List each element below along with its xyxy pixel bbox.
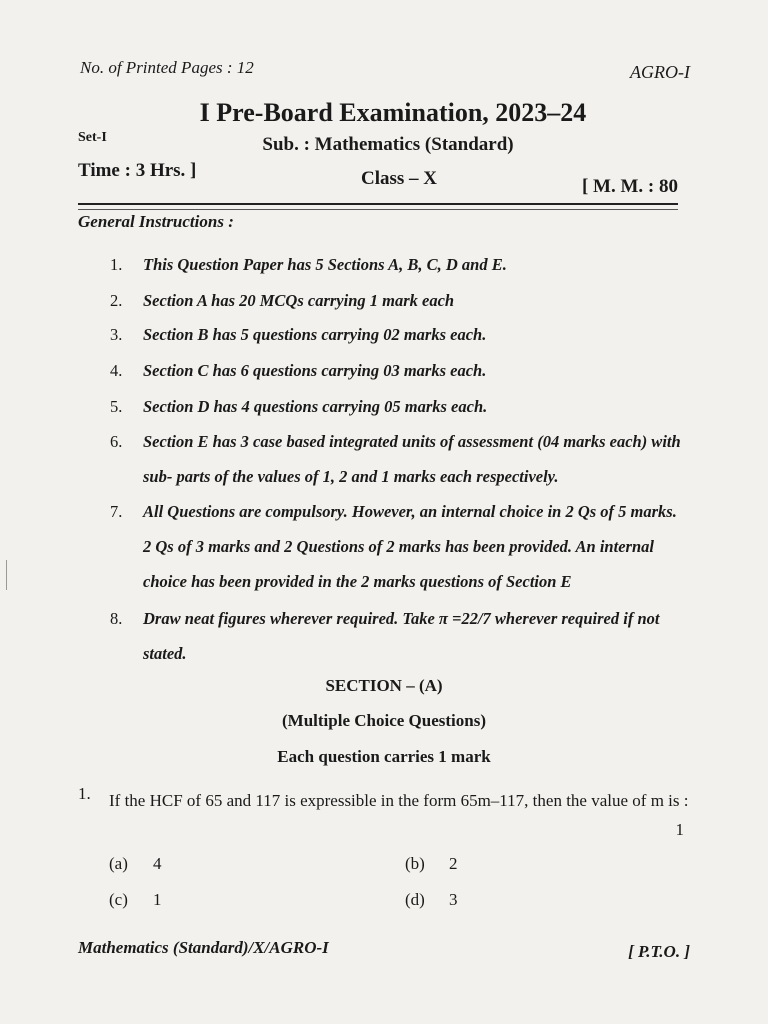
question-text: If the HCF of 65 and 117 is expressible in the form 65m–117, then the value of m is : xyxy=(109,791,689,810)
section-subtitle: (Multiple Choice Questions) xyxy=(282,711,486,730)
option-value: 2 xyxy=(449,854,458,873)
subject-line: Sub. : Mathematics (Standard) xyxy=(262,134,514,155)
exam-title: I Pre-Board Examination, 2023–24 xyxy=(199,98,587,127)
option-label: (b) xyxy=(405,854,425,873)
footer-pto: [ P.T.O. ] xyxy=(628,942,690,961)
option-a xyxy=(109,854,162,874)
instruction-number: 7. xyxy=(110,502,123,521)
instruction-number: 3. xyxy=(110,325,123,344)
instruction-number: 1. xyxy=(110,255,123,274)
max-marks: [ M. M. : 80 xyxy=(581,176,678,197)
option-label: (d) xyxy=(405,890,425,909)
instruction-text: Draw neat figures wherever required. Take π =22/7 wherever required if not stated. xyxy=(143,609,660,663)
printed-pages: No. of Printed Pages : 12 xyxy=(80,58,254,77)
option-value: 3 xyxy=(449,890,458,909)
option-d xyxy=(405,890,458,910)
section-title: SECTION – (A) xyxy=(325,676,443,695)
instructions-heading: General Instructions : xyxy=(78,212,234,231)
class-label: Class – X xyxy=(360,168,437,189)
option-b xyxy=(405,854,458,874)
option-label: (c) xyxy=(109,890,128,909)
instruction-text: Section E has 3 case based integrated units of assessment (04 marks each) with sub- parts of the values of 1, 2 and 1 marks each respectively. xyxy=(143,432,681,486)
option-value: 1 xyxy=(153,890,162,909)
instruction-number: 6. xyxy=(110,432,123,451)
header-rule-thin xyxy=(78,209,678,210)
instruction-text: Section D has 4 questions carrying 05 marks each. xyxy=(143,397,488,416)
instruction-text: Section C has 6 questions carrying 03 marks each. xyxy=(143,361,487,380)
question-number: 1. xyxy=(78,784,91,803)
instruction-number: 2. xyxy=(110,291,123,310)
footer-paper-info: Mathematics (Standard)/X/AGRO-I xyxy=(78,938,329,957)
instruction-text: Section B has 5 questions carrying 02 marks each. xyxy=(143,325,487,344)
instruction-number: 4. xyxy=(110,361,123,380)
instruction-text: This Question Paper has 5 Sections A, B, C, D and E. xyxy=(143,255,507,274)
option-c xyxy=(109,890,162,910)
option-label: (a) xyxy=(109,854,128,873)
instruction-text: All Questions are compulsory. However, an internal choice in 2 Qs of 5 marks. 2 Qs of 3 marks and 2 Questions of 2 marks has been provided. An internal choice has been provided in the 2 marks questions of Section E xyxy=(143,502,677,591)
set-label: Set-I xyxy=(78,130,107,145)
option-value: 4 xyxy=(153,854,162,873)
paper-code: AGRO-I xyxy=(630,62,690,82)
instruction-number: 5. xyxy=(110,397,123,416)
section-note: Each question carries 1 mark xyxy=(277,747,491,766)
scan-margin-mark xyxy=(6,560,7,590)
instruction-number: 8. xyxy=(110,609,123,628)
time-allowed: Time : 3 Hrs. ] xyxy=(78,160,197,181)
question-marks: 1 xyxy=(675,820,684,839)
header-rule xyxy=(78,203,678,205)
instruction-text: Section A has 20 MCQs carrying 1 mark each xyxy=(143,291,455,310)
